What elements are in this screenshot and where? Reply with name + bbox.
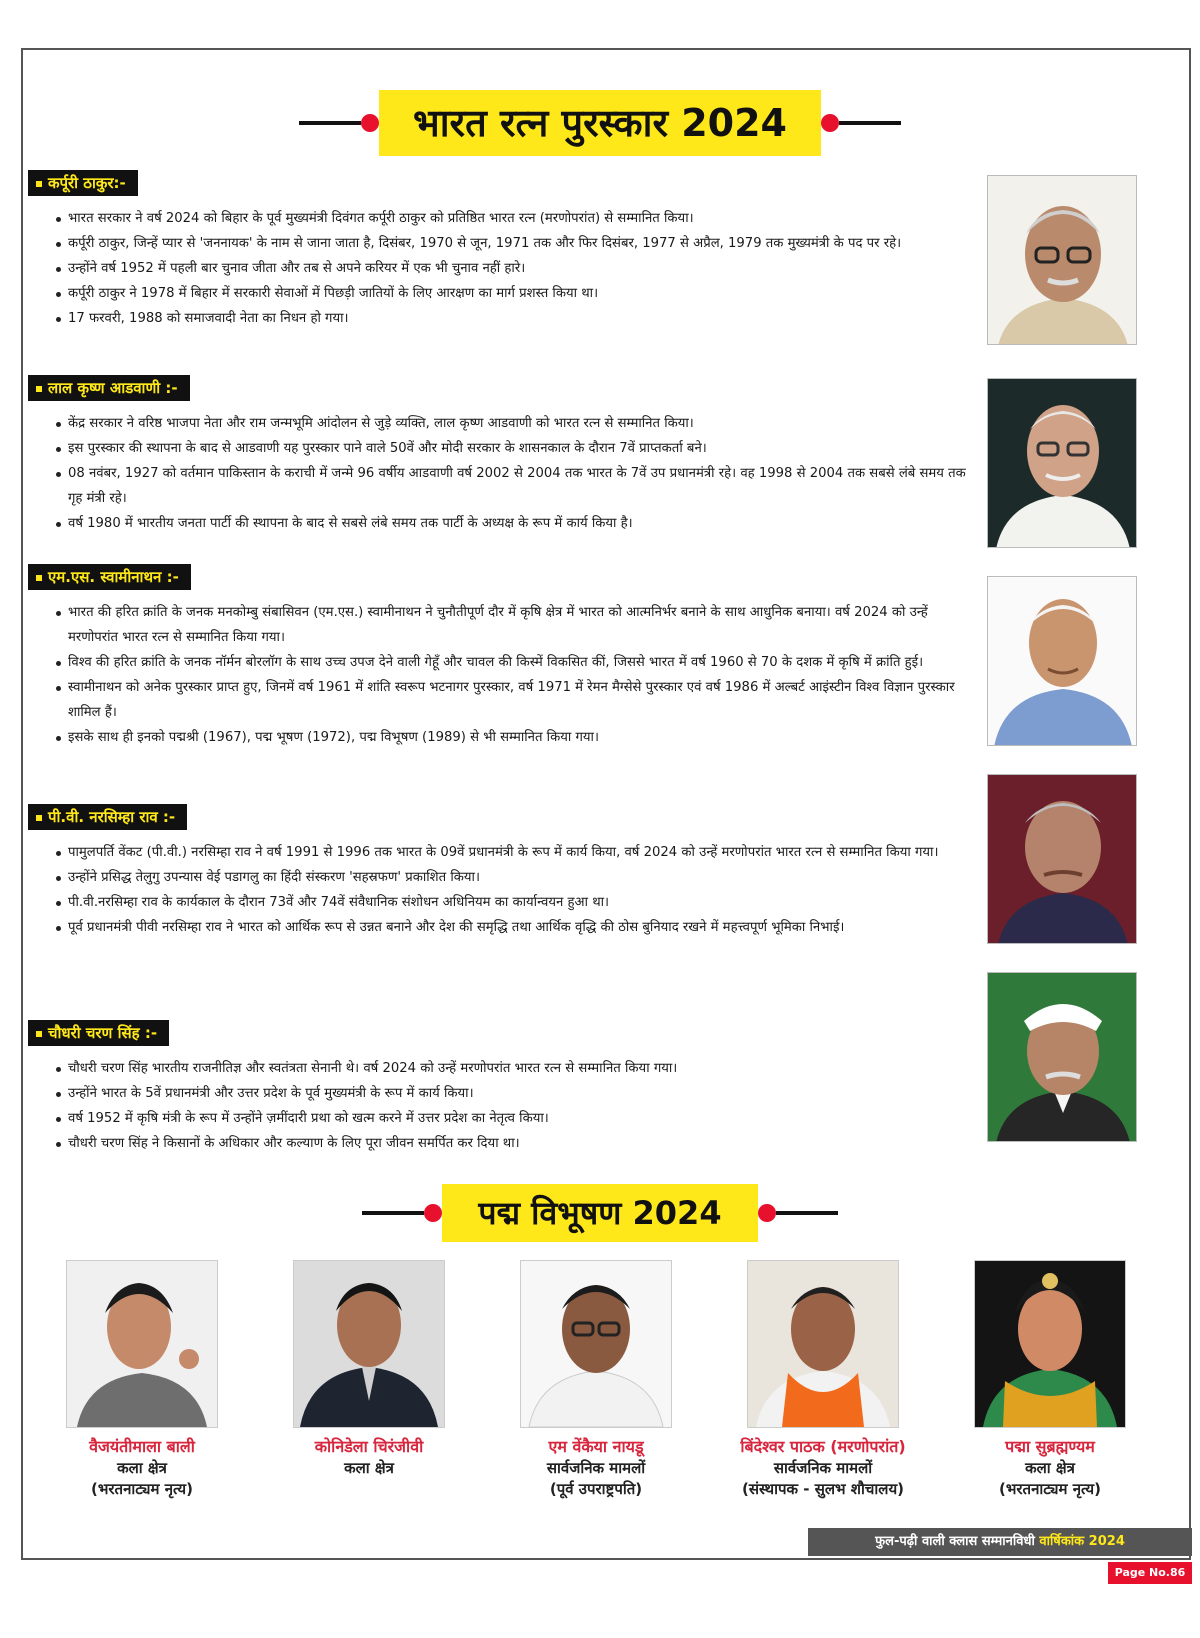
bullet-item: पामुलपर्ति वेंकट (पी.वी.) नरसिम्हा राव ने वर्ष 1991 से 1996 तक भारत के 09वें प्रधानमंत्री के रूप में कार्य किया, वर्ष 2024 को उन्हें मरणोपरांत भारत रत्न से सम्मानित किया गया। [56,840,978,865]
awardee-card [44,1260,240,1500]
footer-highlight: वार्षिकांक 2024 [1039,1534,1125,1549]
awardee-photo [520,1260,672,1428]
section-advani [28,375,978,536]
section-title [28,564,191,590]
photo-karpoori-thakur [987,175,1137,345]
heading-dot-left [361,114,379,132]
heading-line-left [299,121,361,125]
main-heading-text: भारत रत्न पुरस्कार 2024 [379,90,821,156]
bullet-item: इस पुरस्कार की स्थापना के बाद से आडवाणी यह पुरस्कार पाने वाले 50वें और मोदी सरकार के शासनकाल के दौरान 7वें प्राप्तकर्ता बने। [56,436,978,461]
bullet-item: 17 फरवरी, 1988 को समाजवादी नेता का निधन हो गया। [56,306,978,331]
bullet-item: भारत की हरित क्रांति के जनक मनकोम्बु संबासिवन (एम.एस.) स्वामीनाथन ने चुनौतीपूर्ण दौर में कृषि क्षेत्र में भारत को आत्मनिर्भर बनाने के साथ आधुनिक बनाया। वर्ष 2024 को उन्हें मरणोपरांत भारत रत्न से सम्मानित किया गया। [56,600,978,650]
section-narasimha-rao [28,804,978,940]
awardee-note: (संस्थापक - सुलभ शौचालय) [741,1480,904,1498]
awardee-photo [293,1260,445,1428]
footer-banner [808,1528,1192,1556]
photo-swaminathan [987,576,1137,746]
section-title-text: एम.एस. स्वामीनाथन :- [48,568,179,586]
bullet-item: भारत सरकार ने वर्ष 2024 को बिहार के पूर्व मुख्यमंत्री दिवंगत कर्पूरी ठाकुर को प्रतिष्ठित भारत रत्न (मरणोपरांत) से सम्मानित किया। [56,206,978,231]
bullet-item: वर्ष 1980 में भारतीय जनता पार्टी की स्थापना के बाद से सबसे लंबे समय तक पार्टी के अध्यक्ष के रूप में कार्य किया है। [56,511,978,536]
bullet-item: कर्पूरी ठाकुर ने 1978 में बिहार में सरकारी सेवाओं में पिछड़ी जातियों के लिए आरक्षण का मार्ग प्रशस्त किया था। [56,281,978,306]
bullet-item: पी.वी.नरसिम्हा राव के कार्यकाल के दौरान 73वें और 74वें संवैधानिक संशोधन अधिनियम का कार्यान्वयन हुआ था। [56,890,978,915]
heading-dot-right [758,1204,776,1222]
section-title-text: कर्पूरी ठाकुर:- [48,174,126,192]
bullet-item: उन्होंने वर्ष 1952 में पहली बार चुनाव जीता और तब से अपने करियर में एक भी चुनाव नहीं हारे। [56,256,978,281]
section-title [28,375,190,401]
awardee-name: एम वेंकैया नायडू [548,1437,644,1456]
heading-line-left [362,1211,424,1215]
bullet-item: उन्होंने भारत के 5वें प्रधानमंत्री और उत्तर प्रदेश के पूर्व मुख्यमंत्री के रूप में कार्य किया। [56,1081,978,1106]
section-title-text: चौधरी चरण सिंह :- [48,1024,158,1042]
bullet-item: चौधरी चरण सिंह भारतीय राजनीतिज्ञ और स्वतंत्रता सेनानी थे। वर्ष 2024 को उन्हें मरणोपरांत भारत रत्न से सम्मानित किया गया। [56,1056,978,1081]
section-charan-singh [28,1020,978,1156]
awardee-note: (पूर्व उपराष्ट्रपति) [549,1480,643,1498]
awardee-photo [66,1260,218,1428]
section-title [28,170,138,196]
section-title-text: लाल कृष्ण आडवाणी :- [48,379,178,397]
footer-text: फुल-पढ़ी वाली क्लास सम्मानविधी [875,1534,1035,1549]
bullet-item: इसके साथ ही इनको पद्मश्री (1967), पद्म भूषण (1972), पद्म विभूषण (1989) से भी सम्मानित किया गया। [56,725,978,750]
heading-line-right [776,1211,838,1215]
bullet-list [28,206,978,331]
bullet-item: उन्होंने प्रसिद्ध तेलुगु उपन्यास वेई पडागलु का हिंदी संस्करण 'सहस्रफण' प्रकाशित किया। [56,865,978,890]
heading-dot-left [424,1204,442,1222]
bullet-list [28,411,978,536]
awardee-card [498,1260,694,1500]
awardee-name: पद्मा सुब्रह्मण्यम [1005,1437,1095,1456]
section-title-text: पी.वी. नरसिम्हा राव :- [48,808,176,826]
awardee-field: कला क्षेत्र [344,1459,394,1477]
photo-narasimha-rao [987,774,1137,944]
awardee-photo [747,1260,899,1428]
section-karpoori-thakur [28,170,978,331]
bullet-item: 08 नवंबर, 1927 को वर्तमान पाकिस्तान के कराची में जन्मे 96 वर्षीय आडवाणी वर्ष 2002 से 2004 तक भारत के 7वें उप प्रधानमंत्री रहे। वह 1998 से 2004 तक सबसे लंबे समय तक गृह मंत्री रहे। [56,461,978,511]
awardee-card [271,1260,467,1479]
awardee-card [725,1260,921,1500]
bullet-list [28,840,978,940]
photo-advani [987,378,1137,548]
section-title [28,804,187,830]
bullet-item: स्वामीनाथन को अनेक पुरस्कार प्राप्त हुए, जिनमें वर्ष 1961 में शांति स्वरूप भटनागर पुरस्कार, वर्ष 1971 में रेमन मैग्सेसे पुरस्कार एवं वर्ष 1986 में अल्बर्ट आइंस्टीन विश्व विज्ञान पुरस्कार शामिल हैं। [56,675,978,725]
awardee-field: सार्वजनिक मामलों [546,1459,646,1477]
bullet-item: विश्व की हरित क्रांति के जनक नॉर्मन बोरलॉग के साथ उच्च उपज देने वाली गेहूँ और चावल की किस्में विकसित कीं, जिससे भारत में वर्ष 1960 से 70 के दशक में कृषि में क्रांति हुई। [56,650,978,675]
awardee-field: कला क्षेत्र [117,1459,167,1477]
bullet-item: केंद्र सरकार ने वरिष्ठ भाजपा नेता और राम जन्मभूमि आंदोलन से जुड़े व्यक्ति, लाल कृष्ण आडवाणी को भारत रत्न से सम्मानित किया। [56,411,978,436]
page-number-tag: Page No.86 [1108,1562,1192,1584]
photo-charan-singh [987,972,1137,1142]
awardee-photo [974,1260,1126,1428]
awardee-name: कोनिडेला चिरंजीवी [314,1437,424,1456]
awardee-note: (भरतनाट्यम नृत्य) [999,1480,1101,1498]
awardee-field: सार्वजनिक मामलों [773,1459,873,1477]
awardee-name: बिंदेश्वर पाठक (मरणोपरांत) [740,1437,906,1456]
bullet-item: वर्ष 1952 में कृषि मंत्री के रूप में उन्होंने ज़मींदारी प्रथा को खत्म करने में उत्तर प्रदेश का नेतृत्व किया। [56,1106,978,1131]
awardee-name: वैजयंतीमाला बाली [89,1437,195,1456]
section-title [28,1020,169,1046]
main-heading [0,90,1200,156]
bullet-item: चौधरी चरण सिंह ने किसानों के अधिकार और कल्याण के लिए पूरा जीवन समर्पित कर दिया था। [56,1131,978,1156]
bullet-item: पूर्व प्रधानमंत्री पीवी नरसिम्हा राव ने भारत को आर्थिक रूप से उन्नत बनाने और देश की समृद्धि तथा आर्थिक वृद्धि की ठोस बुनियाद रखने में महत्त्वपूर्ण भूमिका निभाई। [56,915,978,940]
awardee-field: कला क्षेत्र [1025,1459,1075,1477]
padma-heading-text: पद्म विभूषण 2024 [442,1184,757,1242]
bullet-list [28,1056,978,1156]
padma-heading [0,1184,1200,1242]
heading-line-right [839,121,901,125]
awardee-note: (भरतनाट्यम नृत्य) [91,1480,193,1498]
bullet-item: कर्पूरी ठाकुर, जिन्हें प्यार से 'जननायक' के नाम से जाना जाता है, दिसंबर, 1970 से जून, 1971 तक और फिर दिसंबर, 1977 से अप्रैल, 1979 तक मुख्यमंत्री के पद पर रहे। [56,231,978,256]
awardee-card [952,1260,1148,1500]
bullet-list [28,600,978,750]
section-swaminathan [28,564,978,750]
heading-dot-right [821,114,839,132]
